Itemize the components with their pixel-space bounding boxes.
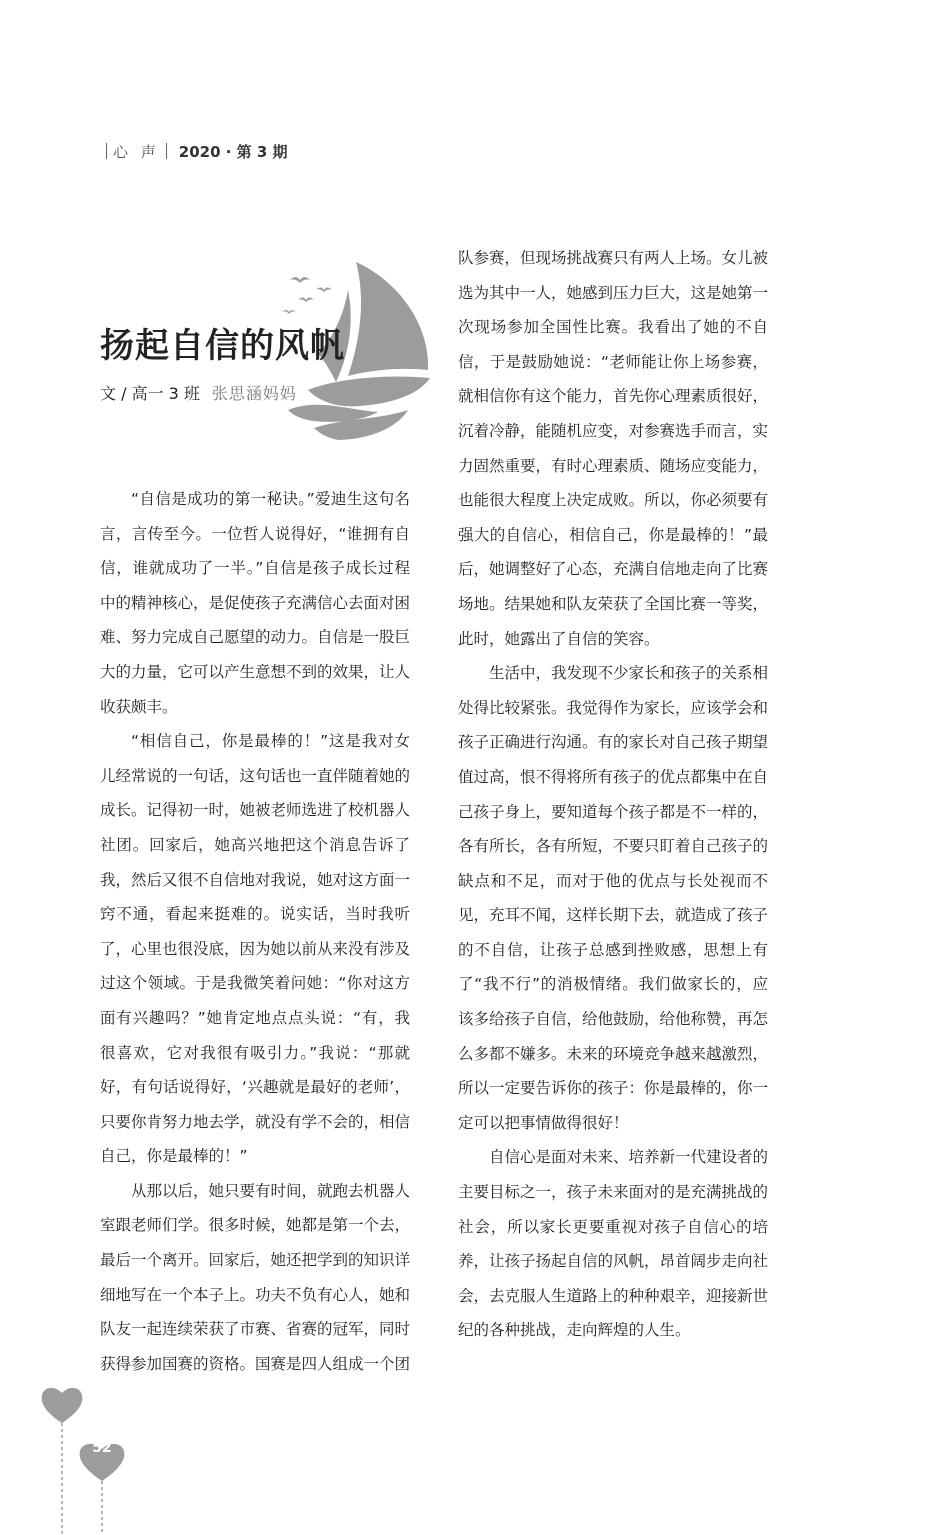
- article-title: 扬起自信的风帆: [100, 326, 345, 366]
- byline: [100, 381, 345, 404]
- paragraph: 队参赛，但现场挑战赛只有两人上场。女儿被选为其中一人，她感到压力巨大，这是她第一次现场参加全国性比赛。我看出了她的不自信，于是鼓励她说：“老师能让你上场参赛，就相信你有这个能力，首先你心理素质很好，沉着冷静，能随机应变，对参赛选手而言，实力固然重要，有时心理素质、随场应变能力，也能很大程度上决定成败。所以，你必须要有强大的自信心，相信自己，你是最棒的！”最后，她调整好了心态，充满自信地走向了比赛场地。结果她和队友荣获了全国比赛一等奖，此时，她露出了自信的笑容。: [458, 249, 769, 648]
- paragraph: 从那以后，她只要有时间，就跑去机器人室跟老师们学。很多时候，她都是第一个去，最后一个离开。回家后，她还把学到的知识详细地写在一个本子上。功夫不负有心人，她和队友一起连续荣获了市赛、省赛的冠军，同时获得参加国赛的资格。国赛是四人组成一个团: [100, 1181, 411, 1373]
- byline-class: 文 / 高一 3 班: [100, 384, 200, 403]
- header-divider: [106, 143, 107, 159]
- right-column: [458, 241, 768, 1348]
- header-divider: [166, 143, 167, 159]
- paragraph: “自信是成功的第一秘诀。”爱迪生这句名言，言传至今。一位哲人说得好，“谁拥有自信，谁就成功了一半。”自信是孩子成长过程中的精神核心，是促使孩子充满信心去面对困难、努力完成自己愿望的动力。自信是一股巨大的力量，它可以产生意想不到的效果，让人收获颇丰。: [100, 490, 411, 716]
- bird-icon: [298, 298, 314, 303]
- bird-icon: [290, 277, 310, 283]
- paragraph: “相信自己，你是最棒的！”这是我对女儿经常说的一句话，这句话也一直伴随着她的成长。记得初一时，她被老师选进了校机器人社团。回家后，她高兴地把这个消息告诉了我，然后又很不自信地对我说，她对这方面一窍不通，看起来挺难的。说实话，当时我听了，心里也很没底，因为她以前从来没有涉及过这个领域。于是我微笑着问她：“你对这方面有兴趣吗？”她肯定地点点头说：“有，我很喜欢，它对我很有吸引力。”我说：“那就好，有句话说得好，‘兴趣就是最好的老师’，只要你肯努力地去学，就没有学不会的，相信自己，你是最棒的！”: [100, 732, 411, 1166]
- section-name: 心 声: [113, 142, 160, 161]
- issue-number: 2020 · 第 3 期: [178, 142, 288, 161]
- byline-author: 张思涵妈妈: [211, 384, 297, 403]
- heart-decoration: [38, 1383, 128, 1535]
- title-block: [100, 318, 345, 404]
- issue-header: [100, 140, 288, 162]
- bird-icon: [316, 288, 332, 293]
- left-column: [100, 482, 410, 1381]
- page-number: 52: [92, 1440, 112, 1456]
- heart-icon: [42, 1388, 83, 1423]
- paragraph: 生活中，我发现不少家长和孩子的关系相处得比较紧张。我觉得作为家长，应该学会和孩子正确进行沟通。有的家长对自己孩子期望值过高，恨不得将所有孩子的优点都集中在自己孩子身上，要知道每个孩子都是不一样的，各有所长，各有所短，不要只盯着自己孩子的缺点和不足，而对于他的优点与长处视而不见，充耳不闻，这样长期下去，就造成了孩子的不自信，让孩子总感到挫败感，思想上有了“我不行”的消极情绪。我们做家长的，应该多给孩子自信，给他鼓励，给他称赞，再怎么多都不嫌多。未来的环境竞争越来越激烈，所以一定要告诉你的孩子：你是最棒的，你一定可以把事情做得很好！: [458, 664, 769, 1132]
- paragraph: 自信心是面对未来、培养新一代建设者的主要目标之一，孩子未来面对的是充满挑战的社会，所以家长更要重视对孩子自信心的培养，让孩子扬起自信的风帆，昂首阔步走向社会，去克服人生道路上的种种艰辛，迎接新世纪的各种挑战，走向辉煌的人生。: [458, 1148, 769, 1340]
- bird-icon: [282, 310, 296, 314]
